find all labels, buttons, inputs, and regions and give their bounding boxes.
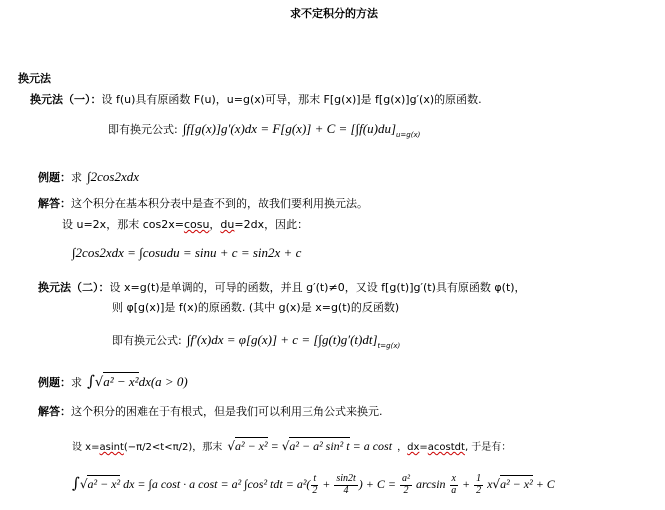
- sqrt-icon: √: [281, 439, 290, 453]
- example2: [38, 373, 188, 389]
- fraction-denominator: 2: [476, 484, 482, 496]
- solution2-label: 解答：: [38, 405, 71, 418]
- section-heading: 换元法: [18, 72, 51, 85]
- solution2-dx: dx: [407, 442, 420, 453]
- method2-text1: 设 x=g(t)是单调的，可导的函数，并且 g′(t)≠0，又设 f[g(t)]g′(t)具有原函数 φ(t)，: [109, 281, 526, 294]
- solution2-final-rad: a² − x²: [87, 476, 121, 491]
- fraction-numerator: 1: [476, 473, 482, 484]
- solution2-dx-eq: =: [419, 442, 428, 453]
- solution1-du: du: [220, 218, 235, 231]
- method2-formula-prefix: 即有换元公式:: [112, 334, 182, 347]
- solution2-line1: [38, 406, 383, 417]
- example1: [38, 168, 139, 184]
- solution2-eq2: = a cost: [349, 439, 393, 453]
- solution2-substitution: [72, 437, 511, 453]
- fraction: [450, 474, 458, 496]
- solution1-line2: [62, 219, 308, 230]
- method1-text: 设 f(u)具有原函数 F(u)，u=g(x)可导，那末 F[g(x)]是 f[g(x)]g′(x)的原函数.: [101, 93, 482, 106]
- solution2-dx-pre: ，: [397, 442, 408, 453]
- solution1-result: ∫2cos2xdx = ∫cosudu = sinu + c = sin2x + c: [72, 245, 302, 260]
- integral-sign-icon: ∫: [87, 372, 95, 390]
- fraction-denominator: a: [451, 484, 457, 496]
- solution1-line2-post: =2dx，因此：: [234, 218, 309, 231]
- fraction: [474, 474, 483, 496]
- solution2-rad1: a² − x²: [234, 439, 268, 453]
- solution2-final-b: ) + C =: [358, 476, 399, 491]
- solution2-final: [72, 474, 555, 496]
- fraction: [334, 474, 357, 496]
- solution1-label: 解答：: [38, 197, 71, 210]
- solution2-text: 这个积分的困难在于有根式，但是我们可以利用三角公式来换元.: [71, 405, 383, 418]
- solution2-let-post: (−π/2<t<π/2)，那末: [123, 442, 223, 453]
- fraction-denominator: 2: [403, 484, 409, 496]
- example2-label: 例题：: [38, 376, 71, 389]
- solution2-dx-post: , 于是有：: [464, 442, 512, 453]
- solution2-final-c: x: [484, 476, 493, 491]
- method1-formula-line: [108, 120, 420, 139]
- method2-formula-line: [112, 331, 400, 350]
- fraction: [311, 474, 318, 496]
- fraction-numerator: t: [313, 473, 317, 484]
- fraction: [400, 474, 412, 496]
- solution2-let-pre: 设 x=: [72, 442, 100, 453]
- plus-sign: +: [458, 476, 474, 491]
- method1-formula: ∫f[g(x)]g′(x)dx = F[g(x)] + C = [∫f(u)du]: [182, 121, 396, 136]
- solution1-cosu: cosu: [183, 218, 210, 231]
- solution1-line2-pre: 设 u=2x，那末 cos2x=: [62, 218, 184, 231]
- solution2-asint: asint: [99, 442, 124, 453]
- solution2-final-d: + C: [532, 476, 555, 491]
- method2-statement1: [38, 282, 526, 293]
- arcsin-text: arcsin: [412, 476, 449, 491]
- solution1-text: 这个积分在基本积分表中是查不到的，故我们要利用换元法。: [71, 197, 368, 210]
- fraction-numerator: x: [451, 473, 456, 484]
- solution2-rad2: a² − a² sin² t: [289, 439, 350, 453]
- page-title: 求不定积分的方法: [290, 7, 378, 20]
- method1-statement: [30, 94, 482, 105]
- fraction-numerator: a²: [401, 473, 410, 484]
- method1-formula-prefix: 即有换元公式:: [108, 123, 178, 136]
- method2-formula: ∫f′(x)dx = φ[g(x)] + c = [∫g(t)g′(t)dt]: [186, 332, 378, 347]
- sqrt-icon: √: [79, 476, 88, 491]
- method2-label: 换元法（二）：: [38, 281, 110, 294]
- example1-ask: 求: [71, 171, 82, 184]
- plus-sign: +: [319, 476, 334, 491]
- example2-radicand: a² − x²: [103, 374, 139, 389]
- method2-formula-sub: t=g(x): [377, 342, 401, 350]
- method1-formula-sub: u=g(x): [396, 131, 421, 139]
- solution2-eq1: =: [267, 439, 282, 453]
- sqrt-icon: √: [227, 439, 235, 453]
- solution2-final-rad2: a² − x²: [500, 476, 533, 491]
- method1-label: 换元法（一）：: [30, 93, 102, 106]
- example1-label: 例题：: [38, 171, 71, 184]
- solution2-final-a: dx = ∫a cost · a cost = a² ∫cos² tdt = a²(: [120, 476, 311, 491]
- solution1-line2-mid: ，: [209, 218, 221, 231]
- method2-statement2: 则 φ[g(x)]是 f(x)的原函数. (其中 g(x)是 x=g(t)的反函数): [112, 301, 400, 314]
- fraction-denominator: 4: [343, 484, 349, 496]
- solution1-line1: [38, 198, 368, 209]
- fraction-denominator: 2: [312, 484, 318, 496]
- example1-expression: ∫2cos2xdx: [87, 169, 140, 184]
- sqrt-icon: √: [492, 476, 501, 491]
- example2-ask: 求: [71, 376, 82, 389]
- integral-sign-icon: ∫: [72, 473, 80, 492]
- example2-expr-rest: dx(a > 0): [138, 374, 188, 389]
- fraction-numerator: sin2t: [336, 473, 356, 484]
- sqrt-icon: √: [94, 375, 104, 390]
- solution2-acostdt: acostdt: [427, 442, 465, 453]
